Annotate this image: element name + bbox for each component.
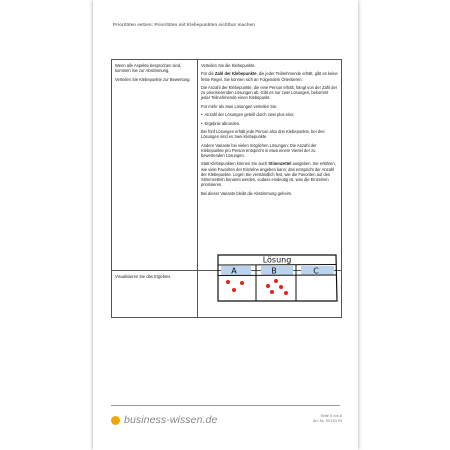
illustration-title: Lösung <box>262 255 292 265</box>
header-line <box>218 265 336 266</box>
detail-text: Bei fünf Lösungen erhält jede Person also drei Klebepunkte, bei drei Lösungen sind es zwei Klebepunkte. <box>201 128 325 140</box>
vote-dot <box>226 280 230 284</box>
table-row <box>112 60 341 271</box>
detail-text: Die Anzahl der Klebepunkte, die eine Person erhält, hängt von der Zahl der zu priorisierenden Lösungen ab. Gibt es nur zwei Lösungen, bekommt jeder Teilnehmende einen Klebepunkt. <box>201 84 338 101</box>
page-number: Seite 5 von 8 <box>320 414 342 418</box>
step-text: Wenn alle Aspekte besprochen sind, kommen Sie zur Abstimmung. <box>115 63 182 74</box>
vote-dot <box>284 291 288 295</box>
article-number: Art.-Nr. 99.153.03 <box>312 419 342 423</box>
bullet-item: • Anzahl der Lösungen geteilt durch zwei plus eins; <box>201 112 338 117</box>
step-text: Visualisieren Sie das Ergebnis. <box>115 274 172 279</box>
vote-dot <box>266 284 270 288</box>
footer-meta <box>313 414 342 424</box>
logo-text: business-wissen.de <box>124 414 218 426</box>
detail-text: Andere Variante bei vielen möglichen Lösungen: Die Anzahl der Klebepunkte pro Person entspricht in etwa einem Viertel der zu bewertenden Lösungen. <box>201 142 317 158</box>
footer-divider <box>111 405 340 406</box>
vote-dot <box>274 279 278 283</box>
voting-result-illustration <box>216 253 339 303</box>
step-description <box>112 60 198 270</box>
detail-text: Bei dieser Variante bleibt die Abstimmung geheim. <box>201 190 293 196</box>
step-text: Verteilen Sie Klebepunkte zur Bewertung. <box>115 76 191 82</box>
step-details <box>198 60 341 270</box>
vote-dot <box>232 288 236 292</box>
vote-dot <box>240 281 244 285</box>
column-label-c: C <box>313 266 319 276</box>
column-label-a: A <box>231 266 237 276</box>
bullet-item: • Ergebnis abrunden. <box>201 121 338 126</box>
column-label-b: B <box>271 266 277 276</box>
logo-dot-icon <box>111 416 120 425</box>
detail-text: Für die Zahl der Klebepunkte, die jeder Teilnehmende erhält, gibt es keine feste Regel. Sie können sich an Folgendem Orientieren: <box>201 71 338 82</box>
vote-dot <box>270 290 274 294</box>
detail-text: Für mehr als zwei Lösungen verteilen Sie: <box>201 103 278 109</box>
detail-text: Verteilen Sie die Klebepunkte. <box>201 63 256 68</box>
detail-text: Statt Klebepunkten können Sie auch Stimmzettel ausgeben. Sie erklären, wie viele Favoriten der Einzelne angeben kann; das entspricht der Anzahl der Klebepunkte. Legen Sie verständlich fest, wie die Favoriten auf den Stimmzetteln benannt werden, sodass eindeutig ist, was die Einzelnen priorisieren. <box>201 161 336 188</box>
header-highlight-b <box>261 266 293 275</box>
step-description <box>112 271 198 317</box>
footer-logo[interactable] <box>111 414 217 426</box>
vote-dot <box>279 285 283 289</box>
page-header: Prioritäten setzen: Prioritäten mit Klebepunkten sichtbar machen <box>113 22 255 27</box>
